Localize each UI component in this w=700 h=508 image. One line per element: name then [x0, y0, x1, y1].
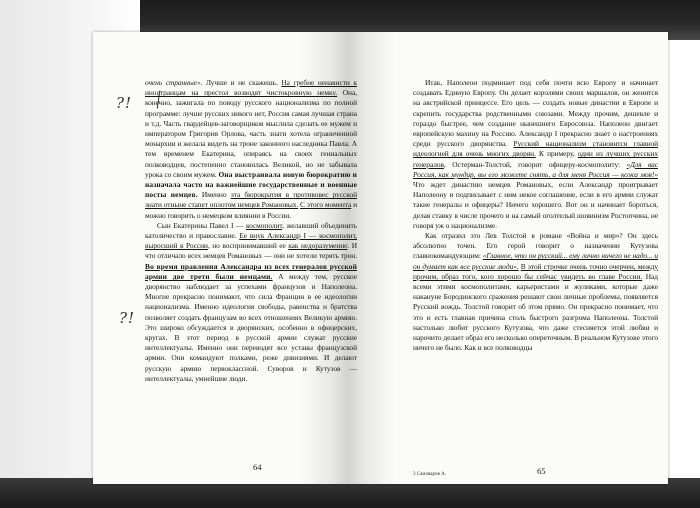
text-run: и можно говорить о немецком влиянии в России. [145, 200, 357, 220]
text-run: На гребне ненависти к иностранцам на престол возводят чистокровную немку. [145, 78, 357, 98]
text-run: как недоразумение [288, 241, 348, 251]
text-run: один из лучших русских генералов [413, 149, 658, 169]
text-run: Во время правления Александра из всех генералов русской армии две трети были немцами. [145, 261, 357, 281]
text-run: . И что отличало всех немцев Романовых — они не хотели терять трон. [145, 241, 357, 261]
text-run: В этой строчке очень точно очерчен, между прочим, образ того, кого хорошо бы сейчас увидеть во главе России. [413, 261, 658, 281]
text-run: эта бюрократия в противовес русской знати отныне стanет оплотом немцев Романовых. [145, 190, 358, 210]
margin-handwritten-mark: ?! [119, 309, 136, 327]
page-number-right: 65 [537, 466, 546, 476]
text-run: Она, конечно, зажигала по поводу русского национализма по полной программе: лучше русских никого нет, Россия самая лучшая страна и т.д. Часть гвардейцев-заговорщиков мыслила сделать ее мужем и императором Григория Орлова, часть знати хотела ограниченной монархии и желала видеть на троне законного наследника Павла. А тем временем Екатерина, опираясь на своих гениальных полководцев, постепенно становилась Великой, но не забывала урока со своим мужем. [145, 88, 357, 179]
text-run: Итак, Наполеон подминает под себя почти всю Европу и начинает создавать Единую Европу. Он делает королями своих маршалов, он женится на австрийской принцессе. Его цель — создать новые династии в Европе и скрепить государства родственными союзами. Между прочим, дешевле и гораздо быстрее, чем создание нынешнего Евросоюза. Наполеон двигает европейскую махину на Россию. Александр I прекрасно знает о настроениях среди русского дворянства. [413, 78, 658, 149]
text-run: Над всеми этими космополитами, карьеристами и жуликами, которые даже накануне Бородинского сражения решают свои личные проблемы, появляется Русский вождь. Толстой говорит об этом прямо. Он прекрасно понимает, что это и есть главная причина столь быстрого разгрома Наполеона. Толстой настолько любит русского Кутузова, что даже стесняется этой любви и нарочито делает образ его несколько опереточным. В реальном Кутузове этого ничего не было. Как и все полководцы [413, 271, 658, 353]
text-run: Она выстраивала новую бюрократию и назначала часто на важнейшие государственные и военные посты немцев. [145, 169, 357, 200]
text-run: К примеру, [535, 149, 578, 159]
paragraph [413, 78, 658, 231]
text-run: очень странные». [145, 78, 203, 87]
margin-handwritten-mark: ?! [116, 94, 133, 112]
text-run: Лучше и не скажешь. [202, 78, 282, 87]
text-run: , желавший объединить католичество и православие. [145, 220, 358, 241]
printer-signature: 3 Самоваров А. [413, 472, 446, 477]
text-run: , но воспринимавший ее [207, 241, 289, 251]
paragraph [413, 231, 658, 353]
text-run: Что ждет династию немцев Романовых, если Александр проигрывает Наполеону и подписывает с ним некое соглашение, если в его армии служат такие генералы и офицеры? Ничего хорошего. Вот он и начинает бороться, делая ставку в числе прочего и на самый оголтелый шовинизм Ростопчина, не говоря уж о национализме. [413, 180, 658, 230]
page-number-left: 64 [253, 462, 262, 472]
text-run: А между тем, русское дворянство наблюдает за успехами французов и Наполеона. Многие прекрасно понимают, что сила Франции в ее идеологии национализма. Именно идеология свободы, равенства и братства позволяет создать французам во всех отношениях Великую армию. Это широко обсуждается в дворянских, особенно в офицерских, кругах. В этот период в русской армии служат русские интеллектуалы. Именно они переводят все уставы французской армии. Они командуют полками, реже дивизиями. И делают русскую армию первоклассной. Суворов и Кутузов — интеллектуалы, умнейшие люди. [145, 271, 357, 383]
text-run: «Главное, что он русский... ему лично ничего не надо... и он думает как все русские люди». [413, 251, 658, 271]
paragraph [145, 78, 357, 221]
text-run: «Для вас Россия, как мундир, вы его можете снять, а для меня Россия — кожа моя!» [413, 159, 658, 179]
text-run: Как отразил это Лев Толстой в романе «Война и мир»? Он здесь абсолютно точен. Его герой говорит о назначении Кутузова главнокомандующим: [413, 231, 658, 261]
right-page-text [413, 78, 658, 353]
paragraph [145, 221, 357, 384]
text-run: Русский национализм становится главной идеологией для очень многих дворян. [413, 139, 658, 159]
text-run: Сын Екатерины Павел I — [157, 220, 246, 230]
text-run: , Остерман-Толстой, говорит офицеру-космополиту: [443, 159, 627, 169]
text-run: Именно [197, 190, 231, 200]
text-run: Ее внук Александр I — космополит, выросший в России [145, 231, 357, 251]
text-run: С этого момента [300, 200, 352, 210]
text-run: космополит [245, 220, 283, 230]
left-page-text [145, 78, 357, 384]
